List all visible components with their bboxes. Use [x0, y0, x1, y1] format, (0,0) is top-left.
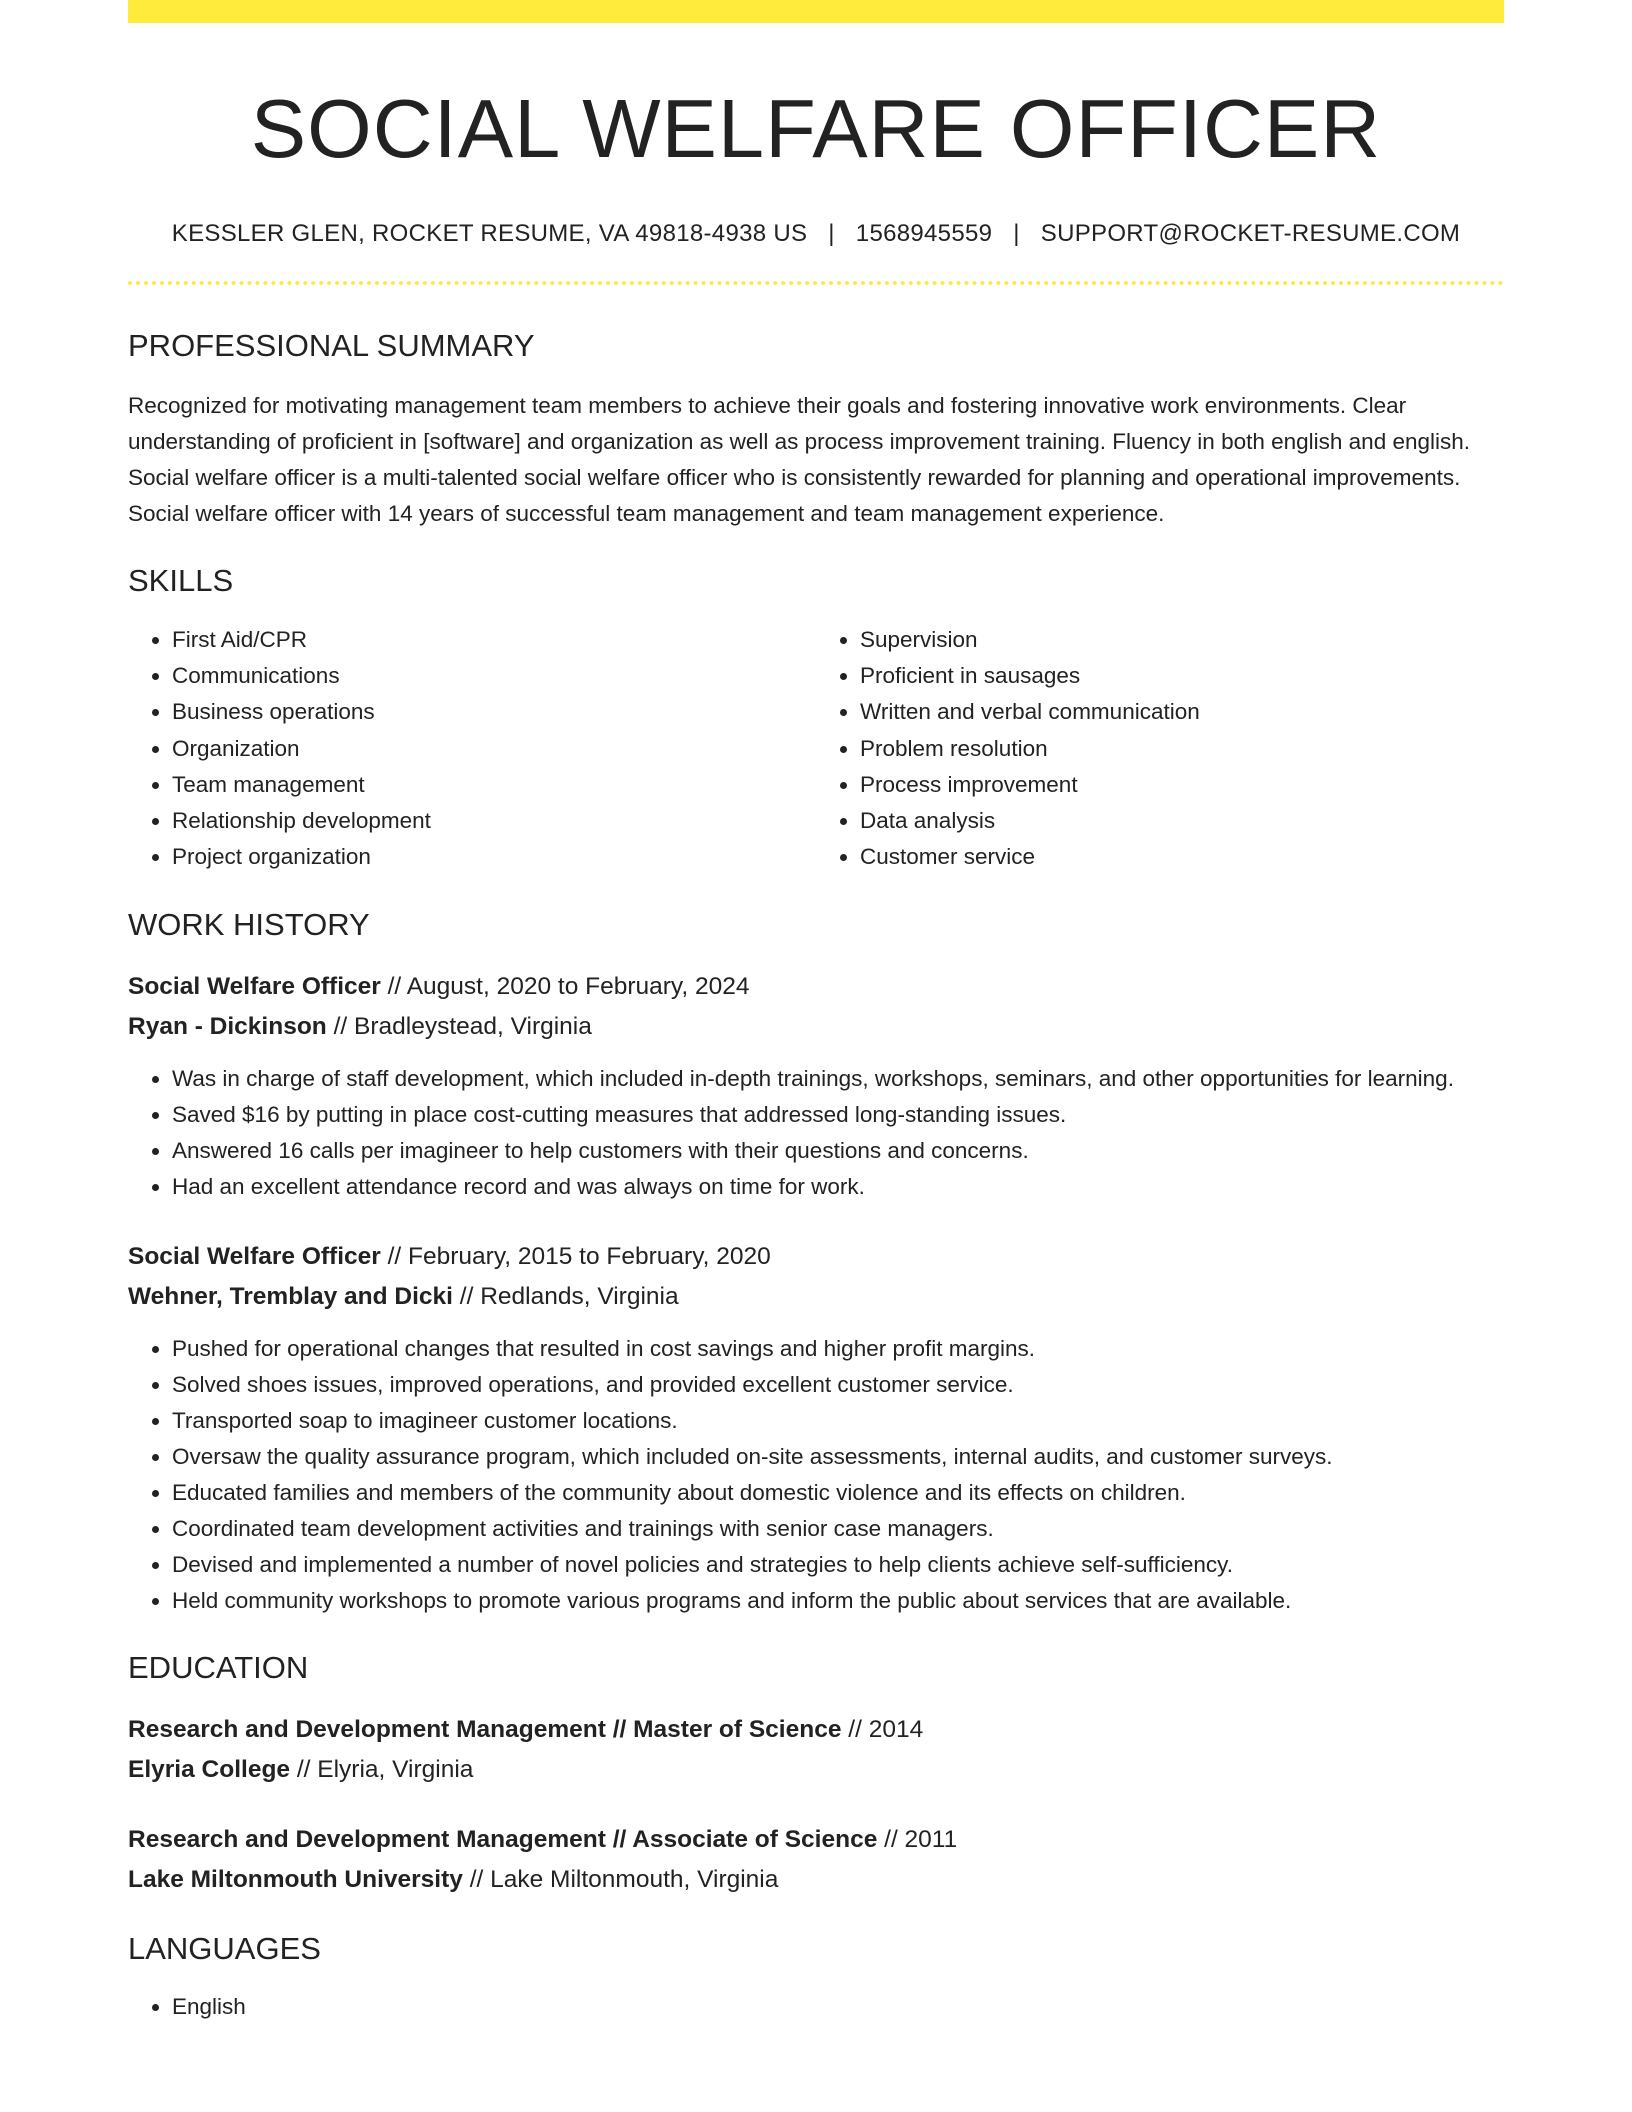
education-heading: EDUCATION [128, 1649, 309, 1685]
education-year: // 2011 [877, 1826, 958, 1854]
education-entry [128, 1820, 1504, 1900]
job-bullet: • Solved shoes issues, improved operations, and provided excellent customer service. [172, 1367, 1504, 1403]
skill-item: • Relationship development [172, 803, 816, 839]
skills-column-right [816, 622, 1504, 876]
accent-bar [128, 0, 1504, 23]
job-bullet: • Saved $16 by putting in place cost-cutting measures that addressed long-standing issues. [172, 1097, 1504, 1133]
summary-heading: PROFESSIONAL SUMMARY [128, 328, 535, 364]
skills-list [128, 622, 1504, 876]
education-year: // 2014 [841, 1716, 924, 1744]
job-role: Social Welfare Officer [128, 972, 381, 1000]
skill-item: • Business operations [172, 694, 816, 730]
contact-email: SUPPORT@ROCKET-RESUME.COM [1040, 220, 1461, 248]
work-history-heading: WORK HISTORY [128, 906, 370, 942]
job-bullet: • Pushed for operational changes that resulted in cost savings and higher profit margins. [172, 1331, 1504, 1367]
education-degree: Research and Development Management // Associate of Science [128, 1826, 878, 1854]
education-entry [128, 1710, 1504, 1790]
skill-item: • Proficient in sausages [860, 658, 1504, 694]
languages-list [128, 1989, 1504, 2025]
job-bullet: • Was in charge of staff development, which included in-depth trainings, workshops, seminars, and other opportunities for learning. [172, 1061, 1504, 1097]
job-bullets [128, 1061, 1504, 1205]
skills-column-left [128, 622, 816, 876]
summary-text: Recognized for motivating management team members to achieve their goals and fostering innovative work environments. Clear understanding of proficient in [software] and organization as well as process improvement training. Fluency in both english and english. Social welfare officer is a multi-talented social welfare officer who is consistently rewarded for planning and operational improvements. Social welfare officer with 14 years of successful team management and team management experience. [128, 393, 1471, 527]
job-bullet: • Answered 16 calls per imagineer to help customers with their questions and concerns. [172, 1133, 1504, 1169]
job-bullets [128, 1331, 1504, 1619]
skill-item: • Data analysis [860, 803, 1504, 839]
skill-item: • Customer service [860, 839, 1504, 875]
education-location: // Lake Miltonmouth, Virginia [462, 1866, 779, 1894]
job-location: // Bradleystead, Virginia [326, 1012, 592, 1040]
education-location: // Elyria, Virginia [290, 1756, 474, 1784]
job-location: // Redlands, Virginia [452, 1282, 679, 1310]
job-bullet: • Transported soap to imagineer customer locations. [172, 1403, 1504, 1439]
language-item: • English [172, 1989, 1504, 2025]
skill-item: • Process improvement [860, 767, 1504, 803]
job-dates: // February, 2015 to February, 2020 [380, 1242, 771, 1270]
job-header [128, 1237, 1504, 1317]
job-company: Ryan - Dickinson [128, 1012, 327, 1040]
job-role: Social Welfare Officer [128, 1242, 381, 1270]
contact-separator: | [828, 220, 835, 248]
education-school: Elyria College [128, 1756, 291, 1784]
job-bullet: • Held community workshops to promote various programs and inform the public about services that are available. [172, 1583, 1504, 1619]
skill-item: • Project organization [172, 839, 816, 875]
education-degree: Research and Development Management // Master of Science [128, 1716, 842, 1744]
skill-item: • Written and verbal communication [860, 694, 1504, 730]
job-bullet: • Had an excellent attendance record and was always on time for work. [172, 1169, 1504, 1205]
job-bullet: • Educated families and members of the community about domestic violence and its effects on children. [172, 1475, 1504, 1511]
job-dates: // August, 2020 to February, 2024 [380, 972, 750, 1000]
job-bullet: • Devised and implemented a number of novel policies and strategies to help clients achieve self-sufficiency. [172, 1547, 1504, 1583]
job-bullet: • Coordinated team development activities and trainings with senior case managers. [172, 1511, 1504, 1547]
job-header [128, 967, 1504, 1047]
contact-line [128, 220, 1504, 248]
contact-phone: 1568945559 [855, 220, 993, 248]
skill-item: • Communications [172, 658, 816, 694]
skill-item: • Organization [172, 731, 816, 767]
contact-address: KESSLER GLEN, ROCKET RESUME, VA 49818-4938 US [171, 220, 808, 248]
dotted-divider [128, 281, 1504, 285]
resume-page [128, 0, 1504, 2025]
skills-heading: SKILLS [128, 563, 234, 599]
skill-item: • Team management [172, 767, 816, 803]
education-school: Lake Miltonmouth University [128, 1866, 463, 1894]
job-company: Wehner, Tremblay and Dicki [128, 1282, 453, 1310]
languages-heading: LANGUAGES [128, 1931, 321, 1967]
skill-item: • First Aid/CPR [172, 622, 816, 658]
skill-item: • Supervision [860, 622, 1504, 658]
resume-title: SOCIAL WELFARE OFFICER [250, 82, 1382, 175]
job-bullet: • Oversaw the quality assurance program, which included on-site assessments, internal audits, and customer surveys. [172, 1439, 1504, 1475]
skill-item: • Problem resolution [860, 731, 1504, 767]
contact-separator: | [1013, 220, 1020, 248]
